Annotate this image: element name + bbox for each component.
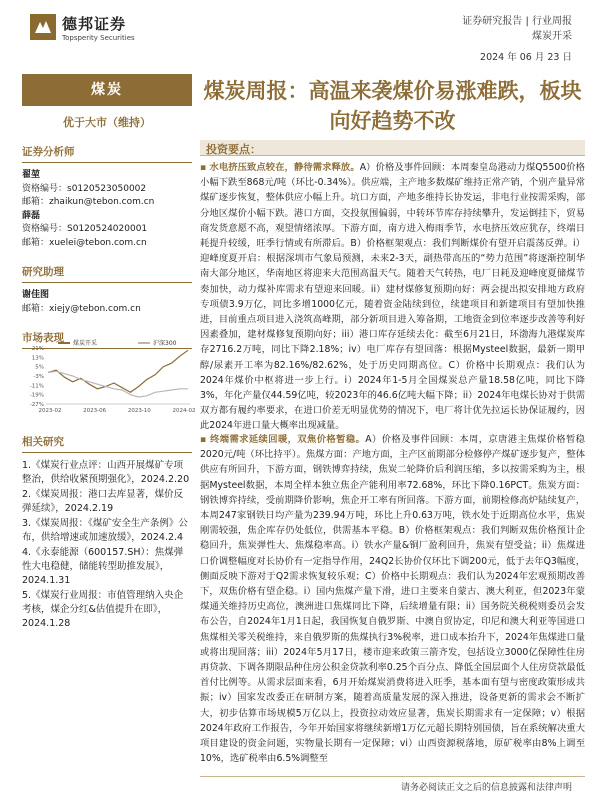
y-tick-label: -3%	[33, 374, 44, 380]
related-item[interactable]: 4.《永泰能源（600157.SH）：焦煤弹性大电稳健，储能转型助推发展》，2024.1.31	[22, 547, 184, 586]
market-performance-chart	[22, 338, 196, 418]
company-logo-icon	[30, 14, 56, 40]
market-title: 市场表现	[22, 330, 192, 349]
paragraph-body: A）价格及事件回顾：本周，京唐港主焦煤价格暂稳2020元/吨（环比持平）。焦煤方面：产地方面，主产区前期部分检修停产煤矿逐步复产，整体供应有所回升，下游方面，钢铁博弈持续，焦炭二轮降价后利润压缩，多以按需采购为主，根据Mysteel数据，本周全样本独立焦企产能利用率72.68%，环比下降0.16PCT。焦炭方面：钢铁博弈持续，受前期降价影响，焦企开工率有所回落。下游方面，前期检修高炉陆续复产，本周247家钢铁日均产量为239.94万吨，环比上升0.63万吨，铁水处于近期高位水平，焦炭刚需较强，焦企库存仍处低位，供需基本平稳。B）价格框架观点：我们判断双焦价格预计企稳回升，焦炭弹性大、焦煤稳率高。i）铁水产量&铜厂盈利回升，焦炭有望受益；ii）焦煤进口价调整幅度对长协价有一定指导作用，24Q2长协价仅环比下调200元，低于去年Q3幅度，侧面反映下游对于Q2需求恢复较乐观；C）价格中长期观点：我们认为2024年宏观预期改善下，双焦价格有望企稳。i）国内焦煤产量下滑，进口主要来自蒙古、澳大利亚，但2023年蒙煤通关维持历史高位，澳洲进口焦煤同比下降，后续增量有限；ii）国务院关税税则委员会发布公告，自2024年1月1日起，我国恢复自俄罗斯、中澳自贸协定，印尼和澳大利亚等国进口焦煤相关零关税维持，来自俄罗斯的焦煤执行3%税率，进口成本抬升下，2024年焦煤进口量或将出现回落；iii）2024年5月17日，楼市迎来政策三箭齐发，包括设立3000亿保障性住房再贷款、下调各期限品种住房公积金贷款利率0.25个百分点、降低全国层面个人住房贷款最低首付比例等。从需求层面来看，6月开始煤炭消费将进入旺季，基本面有望与密度政策形成共振；iv）国家发改委正在研制方案，随着高质量发展的深入推进，设备更新的需求会不断扩大，初步估算市场规模5万亿以上，投资拉动效应显著，焦炭长期需求有一定保障；v）根据2024年政府工作报告，今年开始国家将继续新增1万亿元超长期特别国债，旨在系统解决重大项目建设的资金问题，实物量长期有一定保障；vi）山西资源税落地，原矿税率由8%上调至10%，选矿税率由6.5%调整至	[200, 434, 585, 765]
assistant-name: 谢佳图	[22, 290, 50, 300]
related-item[interactable]: 2.《煤炭周报：港口去库显著，煤价反弹延续》，2024.2.19	[22, 489, 184, 514]
series-line	[48, 350, 188, 392]
keypoint-paragraph	[200, 160, 585, 434]
analyst-license: 资格编号：S0120524020001	[22, 224, 148, 234]
series-line	[48, 371, 188, 397]
bullet-icon: ▪	[200, 434, 211, 445]
paragraph-body: A）价格及事件回顾：本周秦皇岛港动力煤Q5500价格小幅下跌至868元/吨（环比-0.34%）。供应端，主产地多数煤矿维持正常产销，个别产量异常煤矿逐步恢复，整体供应小幅上升。坑口方面，产地多维持长协发运，非电行业按需采购，部分地区煤价小幅下跌。港口方面，交投氛围偏弱，中转环节库存持续攀升，发运倒挂下，贸易商发货意愿不高，观望情绪浓厚。下游方面，南方进入梅雨季节，水电挤压效应犹存，终端日耗提升较缓，旺季行情或有所滞后。B）价格框架观点：我们判断煤价有望开启震荡反弹。i）迎峰度夏开启：根据深圳市气象局预测，未来2-3天，副热带高压的“势力范围”将逐渐控制华南大部分地区，华南地区将迎来大范围高温天气。随着天气转热，电厂日耗及迎峰度夏储煤节奏加快，动力煤补库需求有望迎来回暖。ii）建材煤修复预期向好：两会提出拟安排地方政府专项债3.9万亿，同比多增1000亿元，随着资金陆续到位，续建项目和新建项目有望加快推进，目前重点项目进入浇筑高峰期，部分新项目进入筹备期，工地资金到位率逐步改善等利好因素叠加，建材煤修复预期向好；iii）港口库存延续去化：截至6月21日，环渤海九港煤炭库存2716.2万吨，同比下降2.18%；iv）电厂库存有望回落：根据Mysteel数据，最新一期甲醇/尿素开工率为82.16%/82.62%，处于历史同期高位。C）价格中长期观点：我们认为2024年煤价中枢将进一步上行。i）2024年1-5月全国煤炭总产量18.58亿吨，同比下降3%，年化产量仅44.59亿吨，较2023年的46.6亿吨大幅下降；ii）2024年电煤长协对于供需双方都有履约率要求，在进口价差无明显优势的情况下，电厂将计优先拉运长协保证履约，因此2024年进口量大概率出现减量。	[200, 162, 585, 432]
brand-name-en: Topsperity Securities	[62, 34, 135, 42]
page-header	[0, 0, 600, 70]
report-type: 证券研究报告 | 行业周报	[462, 16, 572, 27]
analyst-block	[22, 169, 192, 250]
x-tick-label: 2024-02	[172, 408, 196, 414]
rating-label: 优于大市（维持）	[63, 116, 151, 129]
y-tick-label: 21%	[31, 346, 44, 352]
brand-name: 德邦证券	[62, 15, 127, 33]
analyst-email[interactable]: 邮箱：zhaikun@tebon.com.cn	[22, 197, 155, 207]
analyst-name: 薛磊	[22, 210, 41, 221]
x-tick-label: 2023-10	[127, 408, 151, 414]
y-tick-label: -11%	[29, 383, 44, 390]
assistant-title: 研究助理	[22, 264, 192, 283]
industry-label: 煤炭	[22, 74, 192, 106]
analysts-title: 证券分析师	[22, 144, 192, 163]
related-research	[22, 434, 192, 632]
keypoint-paragraph	[200, 432, 585, 766]
x-tick-label: 2023-06	[83, 408, 107, 414]
analyst-name: 翟堃	[22, 170, 41, 180]
analyst-license: 资格编号：s0120523050002	[22, 183, 147, 194]
legend-label: 沪深300	[153, 340, 177, 347]
chart-svg	[22, 338, 196, 418]
legend-label: 煤炭开采	[73, 340, 98, 347]
bullet-icon: ▪	[200, 162, 210, 173]
paragraph-lead: 水电挤压致点较在，静待需求释放。	[209, 162, 360, 173]
y-tick-label: 5%	[35, 364, 44, 371]
assistant-email[interactable]: 邮箱：xiejy@tebon.com.cn	[22, 303, 141, 314]
footer-divider	[200, 776, 585, 777]
y-tick-label: -19%	[29, 392, 44, 399]
report-title: 煤炭周报：高温来袭煤价易涨难跌，板块向好趋势不改	[203, 78, 582, 133]
report-subsector: 煤炭开采	[532, 31, 572, 42]
y-tick-label: -27%	[29, 402, 44, 408]
paragraph-lead: 终端需求延续回暖，双焦价格暂稳。	[210, 434, 366, 445]
x-tick-label: 2023-02	[38, 408, 62, 414]
keypoints-header	[200, 140, 585, 156]
keypoints-label: 投资要点：	[206, 143, 261, 156]
related-item[interactable]: 5.《煤炭行业周报：市值管理纳入央企考核，煤企分红&估值提升在即》，2024.1.28	[22, 590, 184, 629]
related-item[interactable]: 1.《煤炭行业点评：山西开展煤矿专项整治，供给收紧预期强化》，2024.2.20	[22, 460, 190, 485]
analyst-email[interactable]: 邮箱：xuelei@tebon.com.cn	[22, 237, 147, 248]
related-item[interactable]: 3.《煤炭周报：《煤矿安全生产条例》公布，供给增速或加速放缓》，2024.2.4	[22, 518, 188, 543]
footer-disclaimer: 请务必阅读正文之后的信息披露和法律声明	[400, 783, 572, 793]
related-list	[22, 459, 192, 631]
report-date: 2024 年 06 月 23 日	[480, 52, 572, 63]
y-tick-label: 13%	[31, 355, 44, 362]
assistant-block	[22, 289, 192, 316]
related-title: 相关研究	[22, 434, 192, 453]
left-sidebar	[22, 74, 192, 349]
